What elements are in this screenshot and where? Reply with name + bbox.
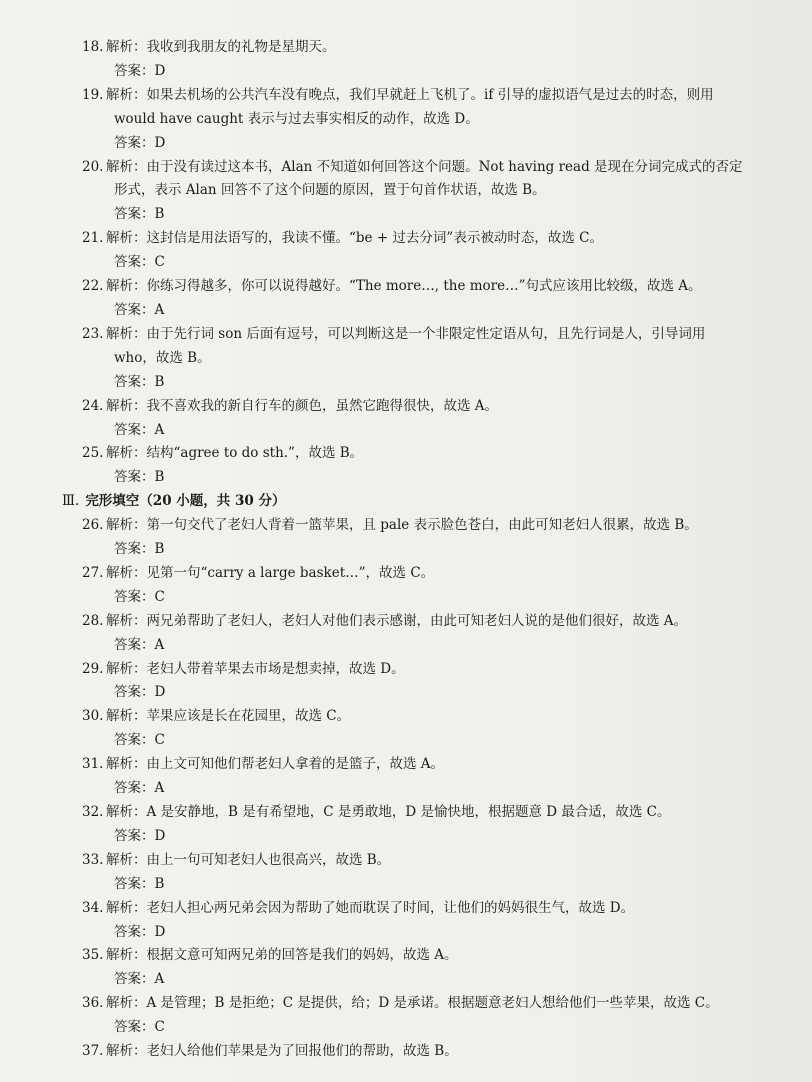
cloze-answers [62, 514, 774, 1064]
analysis-label: 解析： [106, 517, 147, 534]
answer-value: D [154, 923, 166, 940]
analysis-text: A 是安静地，B 是有希望地，C 是勇敢地，D 是愉快地，根据题意 D 最合适，故选 C。 [146, 804, 671, 820]
answer-value: A [154, 971, 165, 988]
item-number: 37. [82, 1043, 104, 1060]
cloze-item [62, 658, 774, 706]
analysis-label: 解析： [106, 86, 147, 103]
analysis-text: 我收到我朋友的礼物是星期天。 [146, 39, 336, 55]
analysis-label: 解析： [106, 708, 147, 725]
answer-label: 答案： [114, 421, 155, 438]
item-number: 30. [82, 708, 104, 725]
analysis-text: 苹果应该是长在花园里，故选 C。 [146, 708, 351, 725]
item-22 [62, 275, 774, 323]
analysis-text: 第一句交代了老妇人背着一篮苹果，且 pale 表示脸色苍白，由此可知老妇人很累，故选 B。 [146, 517, 698, 534]
item-number: 33. [82, 851, 104, 868]
cloze-item [62, 705, 774, 753]
analysis-text: 见第一句“carry a large basket…”，故选 C。 [146, 564, 435, 581]
cloze-item [62, 514, 774, 562]
cloze-item [62, 944, 774, 992]
item-19 [62, 84, 774, 156]
answer-value: C [154, 1019, 165, 1036]
analysis-continuation: 形式，表示 Alan 回答不了这个问题的原因，置于句首作状语，故选 B。 [114, 182, 546, 199]
answer-label: 答案： [114, 827, 155, 844]
cloze-item [62, 801, 774, 849]
answer-key [62, 36, 774, 1064]
analysis-label: 解析： [106, 39, 147, 55]
answer-label: 答案： [114, 780, 155, 797]
item-24 [62, 395, 774, 443]
item-21 [62, 227, 774, 275]
analysis-label: 解析： [106, 325, 147, 342]
item-number: 32. [82, 804, 104, 820]
item-number: 18. [82, 39, 104, 55]
section-number: Ⅲ. [62, 493, 80, 510]
analysis-label: 解析： [106, 947, 147, 964]
analysis-label: 解析： [106, 804, 147, 820]
cloze-item [62, 610, 774, 658]
answer-label: 答案： [114, 469, 155, 486]
answer-value: B [154, 541, 165, 558]
answer-value: C [154, 588, 165, 605]
analysis-label: 解析： [106, 278, 147, 295]
cloze-item [62, 753, 774, 801]
analysis-text: 结构“agree to do sth.”，故选 B。 [146, 445, 364, 462]
item-number: 23. [82, 325, 104, 342]
analysis-label: 解析： [106, 995, 147, 1012]
item-20 [62, 156, 774, 228]
analysis-text: 由于没有读过这本书，Alan 不知道如何回答这个问题。Not having read 是现在分词完成式的否定 [146, 158, 743, 175]
answer-label: 答案： [114, 62, 155, 79]
analysis-label: 解析： [106, 851, 147, 868]
answer-value: B [154, 875, 165, 892]
answer-label: 答案： [114, 541, 155, 558]
answer-label: 答案： [114, 134, 155, 151]
analysis-text: A 是管理；B 是拒绝；C 是提供，给；D 是承诺。根据题意老妇人想给他们一些苹果，故选 C。 [146, 995, 719, 1012]
analysis-label: 解析： [106, 397, 147, 414]
answer-label: 答案： [114, 373, 155, 390]
item-number: 19. [82, 86, 104, 103]
answer-value: C [154, 254, 165, 271]
analysis-text: 老妇人给他们苹果是为了回报他们的帮助，故选 B。 [146, 1043, 458, 1060]
analysis-text: 由上一句可知老妇人也很高兴，故选 B。 [146, 851, 391, 868]
item-number: 26. [82, 517, 104, 534]
answer-label: 答案： [114, 1019, 155, 1036]
answer-label: 答案： [114, 732, 155, 749]
answer-label: 答案： [114, 588, 155, 605]
answer-value: D [154, 134, 166, 151]
item-25 [62, 442, 774, 490]
analysis-label: 解析： [106, 445, 147, 462]
answer-value: D [154, 684, 166, 701]
answer-value: B [154, 469, 165, 486]
analysis-text: 由上文可知他们帮老妇人拿着的是篮子，故选 A。 [146, 756, 445, 773]
analysis-label: 解析： [106, 612, 147, 629]
item-number: 21. [82, 230, 104, 247]
answer-value: D [154, 62, 166, 79]
answer-value: B [154, 206, 165, 223]
analysis-text: 这封信是用法语写的，我读不懂。“be + 过去分词”表示被动时态，故选 C。 [146, 230, 603, 247]
item-number: 24. [82, 397, 104, 414]
analysis-label: 解析： [106, 1043, 147, 1060]
item-number: 34. [82, 899, 104, 916]
item-number: 28. [82, 612, 104, 629]
analysis-continuation: who，故选 B。 [114, 349, 211, 366]
answer-value: A [154, 421, 165, 438]
item-number: 35. [82, 947, 104, 964]
analysis-text: 老妇人担心两兄弟会因为帮助了她而耽误了时间，让他们的妈妈很生气，故选 D。 [146, 899, 635, 916]
cloze-item [62, 562, 774, 610]
cloze-item [62, 849, 774, 897]
answer-value: A [154, 301, 165, 318]
analysis-continuation: would have caught 表示与过去事实相反的动作，故选 D。 [114, 110, 479, 127]
analysis-label: 解析： [106, 158, 147, 175]
section-heading [62, 490, 774, 514]
analysis-text: 由于先行词 son 后面有逗号，可以判断这是一个非限定性定语从句，且先行词是人，引导词用 [146, 325, 706, 342]
answer-value: B [154, 373, 165, 390]
answer-label: 答案： [114, 923, 155, 940]
analysis-label: 解析： [106, 564, 147, 581]
section-title: 完形填空（20 小题，共 30 分） [85, 493, 286, 510]
item-18 [62, 36, 774, 84]
item-number: 20. [82, 158, 104, 175]
item-number: 27. [82, 564, 104, 581]
answer-label: 答案： [114, 971, 155, 988]
answer-value: A [154, 636, 165, 653]
cloze-item [62, 897, 774, 945]
item-number: 22. [82, 278, 104, 295]
analysis-text: 我不喜欢我的新自行车的颜色，虽然它跑得很快，故选 A。 [146, 397, 499, 414]
item-number: 31. [82, 756, 104, 773]
answer-label: 答案： [114, 636, 155, 653]
answer-value: C [154, 732, 165, 749]
item-23 [62, 323, 774, 395]
item-number: 36. [82, 995, 104, 1012]
cloze-item [62, 1040, 774, 1064]
analysis-text: 你练习得越多，你可以说得越好。“The more…, the more…”句式应该用比较级，故选 A。 [146, 278, 702, 295]
answer-value: A [154, 780, 165, 797]
answer-label: 答案： [114, 684, 155, 701]
answer-label: 答案： [114, 875, 155, 892]
answer-label: 答案： [114, 254, 155, 271]
analysis-label: 解析： [106, 899, 147, 916]
analysis-text: 如果去机场的公共汽车没有晚点，我们早就赶上飞机了。if 引导的虚拟语气是过去的时态，则用 [146, 86, 714, 103]
analysis-text: 两兄弟帮助了老妇人，老妇人对他们表示感谢，由此可知老妇人说的是他们很好，故选 A。 [146, 612, 688, 629]
analysis-label: 解析： [106, 756, 147, 773]
analysis-label: 解析： [106, 230, 147, 247]
cloze-item [62, 992, 774, 1040]
answer-label: 答案： [114, 301, 155, 318]
answer-value: D [154, 827, 166, 844]
analysis-label: 解析： [106, 660, 147, 677]
item-number: 25. [82, 445, 104, 462]
analysis-text: 根据文意可知两兄弟的回答是我们的妈妈，故选 A。 [146, 947, 458, 964]
answer-label: 答案： [114, 206, 155, 223]
item-number: 29. [82, 660, 104, 677]
analysis-text: 老妇人带着苹果去市场是想卖掉，故选 D。 [146, 660, 405, 677]
